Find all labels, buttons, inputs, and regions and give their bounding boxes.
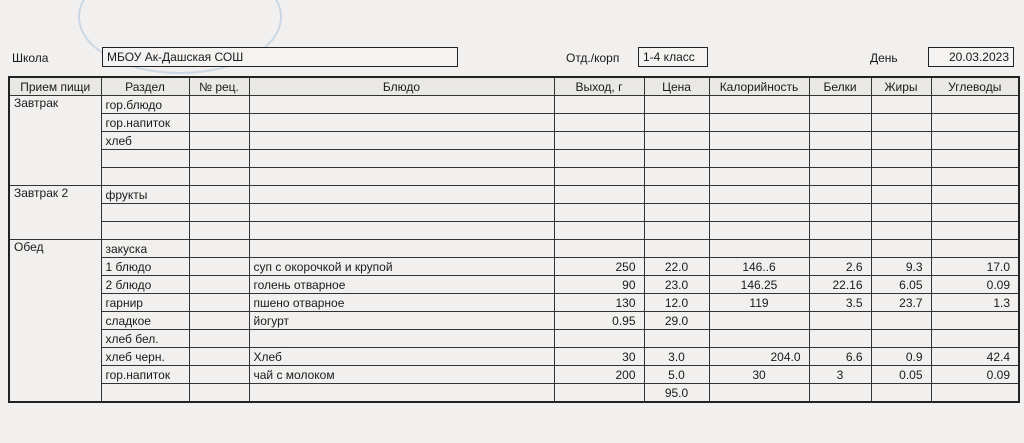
dish-cell: йогурт (249, 312, 554, 330)
dish-cell: Хлеб (249, 348, 554, 366)
section-cell: сладкое (101, 312, 189, 330)
col-yield: Выход, г (554, 77, 644, 96)
section-cell: хлеб (101, 132, 189, 150)
table-row (9, 114, 1019, 132)
carbs-cell: 42.4 (931, 348, 1019, 366)
price-cell: 12.0 (644, 294, 709, 312)
menu-table (8, 76, 1020, 403)
total-price-cell: 95.0 (644, 384, 709, 403)
carbs-cell: 0.09 (931, 276, 1019, 294)
table-row-total (9, 384, 1019, 403)
table-row (9, 132, 1019, 150)
kcal-cell: 146..6 (709, 258, 809, 276)
yield-cell: 200 (554, 366, 644, 384)
table-row (9, 150, 1019, 168)
price-cell: 23.0 (644, 276, 709, 294)
carbs-cell: 0.09 (931, 366, 1019, 384)
table-row (9, 312, 1019, 330)
col-carbs: Углеводы (931, 77, 1019, 96)
kcal-cell: 146.25 (709, 276, 809, 294)
table-row (9, 204, 1019, 222)
section-cell: 2 блюдо (101, 276, 189, 294)
col-recipe: № рец. (189, 77, 249, 96)
day-field: 20.03.2023 (928, 47, 1014, 67)
fat-cell: 0.9 (871, 348, 931, 366)
table-row (9, 186, 1019, 204)
section-cell: гор.блюдо (101, 96, 189, 114)
protein-cell: 22.16 (809, 276, 871, 294)
yield-cell: 0.95 (554, 312, 644, 330)
section-cell: хлеб черн. (101, 348, 189, 366)
col-section: Раздел (101, 77, 189, 96)
yield-cell: 250 (554, 258, 644, 276)
yield-cell: 130 (554, 294, 644, 312)
protein-cell: 2.6 (809, 258, 871, 276)
col-fat: Жиры (871, 77, 931, 96)
kcal-cell: 119 (709, 294, 809, 312)
table-row (9, 96, 1019, 114)
price-cell: 5.0 (644, 366, 709, 384)
col-dish: Блюдо (249, 77, 554, 96)
protein-cell: 3.5 (809, 294, 871, 312)
protein-cell: 6.6 (809, 348, 871, 366)
price-cell: 3.0 (644, 348, 709, 366)
fat-cell: 23.7 (871, 294, 931, 312)
fat-cell: 9.3 (871, 258, 931, 276)
kcal-cell: 30 (709, 366, 809, 384)
table-row (9, 168, 1019, 186)
table-header (9, 77, 1019, 96)
col-price: Цена (644, 77, 709, 96)
section-cell: закуска (101, 240, 189, 258)
section-cell: 1 блюдо (101, 258, 189, 276)
table-row (9, 330, 1019, 348)
carbs-cell: 17.0 (931, 258, 1019, 276)
table-row (9, 240, 1019, 258)
dept-label: Отд./корп (566, 51, 620, 65)
yield-cell: 30 (554, 348, 644, 366)
table-row (9, 222, 1019, 240)
kcal-cell: 204.0 (709, 348, 809, 366)
col-meal: Прием пищи (9, 77, 101, 96)
day-label: День (870, 51, 898, 65)
table-row (9, 348, 1019, 366)
dish-cell: пшено отварное (249, 294, 554, 312)
school-field: МБОУ Ак-Дашская СОШ (102, 47, 458, 67)
price-cell: 22.0 (644, 258, 709, 276)
dish-cell: голень отварное (249, 276, 554, 294)
section-cell: хлеб бел. (101, 330, 189, 348)
table-row (9, 366, 1019, 384)
protein-cell: 3 (809, 366, 871, 384)
fat-cell: 0.05 (871, 366, 931, 384)
school-label: Школа (12, 51, 49, 65)
dept-field: 1-4 класс (638, 47, 708, 67)
table-row (9, 294, 1019, 312)
col-protein: Белки (809, 77, 871, 96)
section-cell: гарнир (101, 294, 189, 312)
price-cell: 29.0 (644, 312, 709, 330)
col-kcal: Калорийность (709, 77, 809, 96)
meal-breakfast: Завтрак (9, 96, 101, 186)
yield-cell: 90 (554, 276, 644, 294)
table-row (9, 258, 1019, 276)
dish-cell: чай с молоком (249, 366, 554, 384)
table-row (9, 276, 1019, 294)
dish-cell: суп с окорочкой и крупой (249, 258, 554, 276)
carbs-cell: 1.3 (931, 294, 1019, 312)
meal-breakfast-2: Завтрак 2 (9, 186, 101, 240)
section-cell: фрукты (101, 186, 189, 204)
fat-cell: 6.05 (871, 276, 931, 294)
section-cell: гор.напиток (101, 366, 189, 384)
section-cell: гор.напиток (101, 114, 189, 132)
meal-lunch: Обед (9, 240, 101, 403)
